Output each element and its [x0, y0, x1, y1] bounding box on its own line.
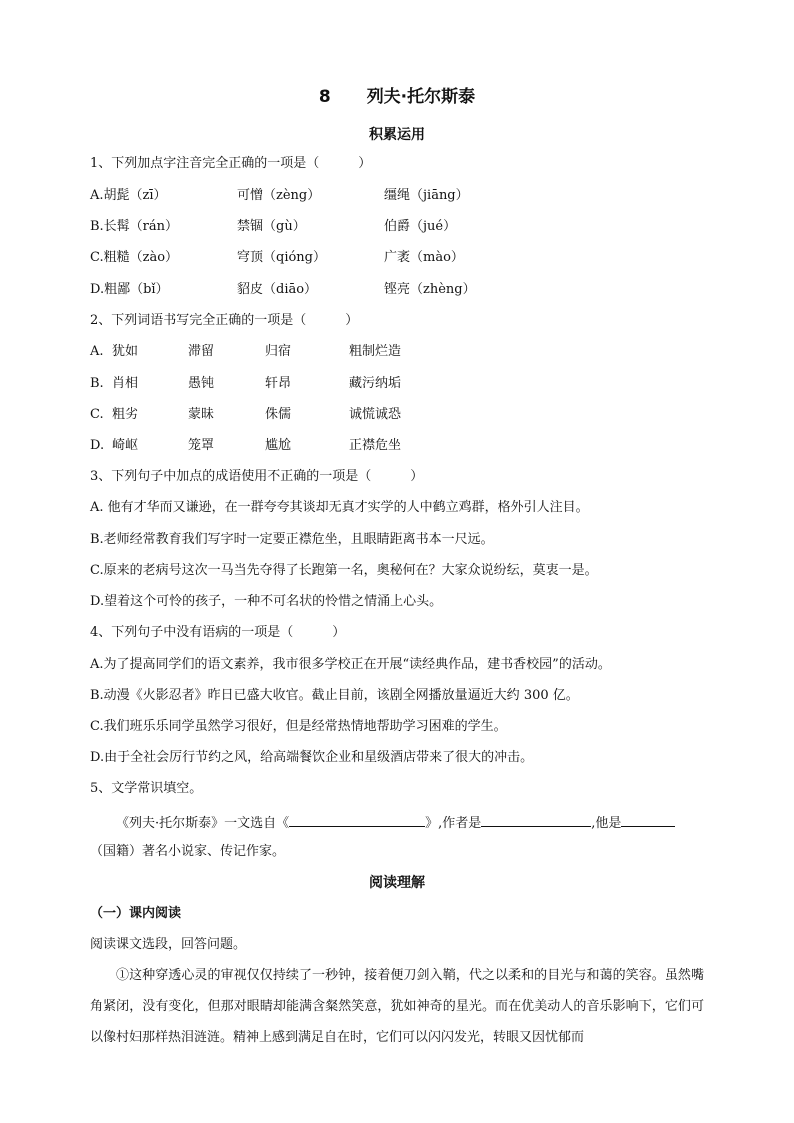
lesson-number: 8 [318, 87, 331, 107]
q2-a-2: 滞留 [188, 344, 215, 359]
lesson-title: 列夫·托尔斯泰 [366, 87, 476, 107]
q3-option-c: C.原来的老病号这次一马当先夺得了长跑第一名，奥秘何在？大家众说纷纭，莫衷一是。 [90, 563, 598, 578]
q1-a-3: 缰绳（jiāng） [384, 188, 469, 203]
q1-c-2: 穹顶（qióng） [237, 250, 327, 265]
q5-part1: 《列夫·托尔斯泰》一文选自《 [116, 816, 290, 831]
q3-stem: 3、下列句子中加点的成语使用不正确的一项是（ ） [90, 469, 424, 484]
q3-option-a: A. 他有才华而又谦逊，在一群夸夸其谈却无真才实学的人中鹤立鸡群，格外引人注目。 [90, 500, 589, 515]
q2-d-label: D. [90, 438, 105, 453]
q5-part2: 》,作者是 [425, 816, 482, 831]
reading-passage: ①这种穿透心灵的审视仅仅持续了一秒钟，接着便刀剑入鞘，代之以柔和的目光与和蔼的笑容。虽然嘴角紧闭，没有变化，但那对眼睛却能满含粲然笑意，犹如神奇的星光。而在优美动人的音乐影响下，它们可以像村妇那样热泪涟涟。精神上感到满足自在时，它们可以闪闪发光，转眼又因忧郁而 [90, 968, 704, 1045]
q1-c-3: 广袤（mào） [384, 250, 464, 265]
q1-d-3: 铿亮（zhèng） [384, 282, 476, 297]
q2-d-2: 笼罩 [188, 438, 215, 453]
section-heading-accumulation: 积累运用 [369, 127, 425, 143]
q2-a-3: 归宿 [265, 344, 292, 359]
q1-a-1: A.胡髭（zī） [90, 188, 167, 203]
q2-b-label: B. [90, 376, 104, 391]
q5-part3: ,他是 [591, 816, 622, 831]
q1-d-1: D.粗鄙（bǐ） [90, 282, 169, 297]
q2-a-1: 犹如 [112, 344, 139, 359]
q1-b-3: 伯爵（jué） [384, 219, 457, 234]
q4-stem: 4、下列句子中没有语病的一项是（ ） [90, 625, 346, 640]
q2-c-label: C. [90, 407, 104, 422]
q5-fill-line [116, 812, 675, 833]
q2-stem: 2、下列词语书写完全正确的一项是（ ） [90, 313, 359, 328]
q2-b-1: 肖相 [112, 376, 139, 391]
q2-b-4: 藏污纳垢 [349, 376, 402, 391]
q2-d-1: 崎岖 [112, 438, 139, 453]
q2-d-4: 正襟危坐 [349, 438, 402, 453]
q5-line2: （国籍）著名小说家、传记作家。 [90, 844, 286, 859]
reading-instruction: 阅读课文选段，回答问题。 [90, 937, 247, 952]
q2-c-2: 蒙昧 [188, 407, 215, 422]
q1-d-2: 貂皮（diāo） [237, 282, 318, 297]
nationality-blank[interactable] [621, 812, 675, 827]
author-blank[interactable] [481, 812, 591, 827]
q2-d-3: 尴尬 [265, 438, 292, 453]
q3-option-d: D.望着这个可怜的孩子，一种不可名状的怜惜之情涌上心头。 [90, 594, 443, 609]
q2-c-1: 粗劣 [112, 407, 139, 422]
section-heading-reading: 阅读理解 [369, 875, 425, 891]
q2-b-3: 轩昂 [265, 376, 292, 391]
q2-b-2: 愚钝 [188, 376, 215, 391]
q1-b-2: 禁锢（gù） [237, 219, 306, 234]
q1-b-1: B.长髯（rán） [90, 219, 179, 234]
q1-a-2: 可憎（zèng） [237, 188, 321, 203]
q2-a-4: 粗制烂造 [349, 344, 402, 359]
q2-c-3: 侏儒 [265, 407, 292, 422]
q3-option-b: B.老师经常教育我们写字时一定要正襟危坐，且眼睛距离书本一尺远。 [90, 532, 494, 547]
q4-option-a: A.为了提高同学们的语文素养，我市很多学校正在开展“读经典作品，建书香校园”的活动。 [90, 657, 611, 672]
q1-stem: 1、下列加点字注音完全正确的一项是（ ） [90, 156, 372, 171]
q1-c-1: C.粗糙（zào） [90, 250, 179, 265]
q4-option-c: C.我们班乐乐同学虽然学习很好，但是经常热情地帮助学习困难的学生。 [90, 719, 507, 734]
q2-a-label: A. [90, 344, 104, 359]
q5-stem: 5、文学常识填空。 [90, 781, 203, 796]
source-blank[interactable] [289, 812, 425, 827]
page-title [0, 86, 794, 108]
q4-option-d: D.由于全社会厉行节约之风，给高端餐饮企业和星级酒店带来了很大的冲击。 [90, 750, 534, 765]
q2-c-4: 诚慌诚恐 [349, 407, 402, 422]
subsection-heading: （一）课内阅读 [90, 906, 182, 921]
q4-option-b: B.动漫《火影忍者》昨日已盛大收官。截止目前，该剧全网播放量逼近大约 300 亿。 [90, 688, 579, 703]
